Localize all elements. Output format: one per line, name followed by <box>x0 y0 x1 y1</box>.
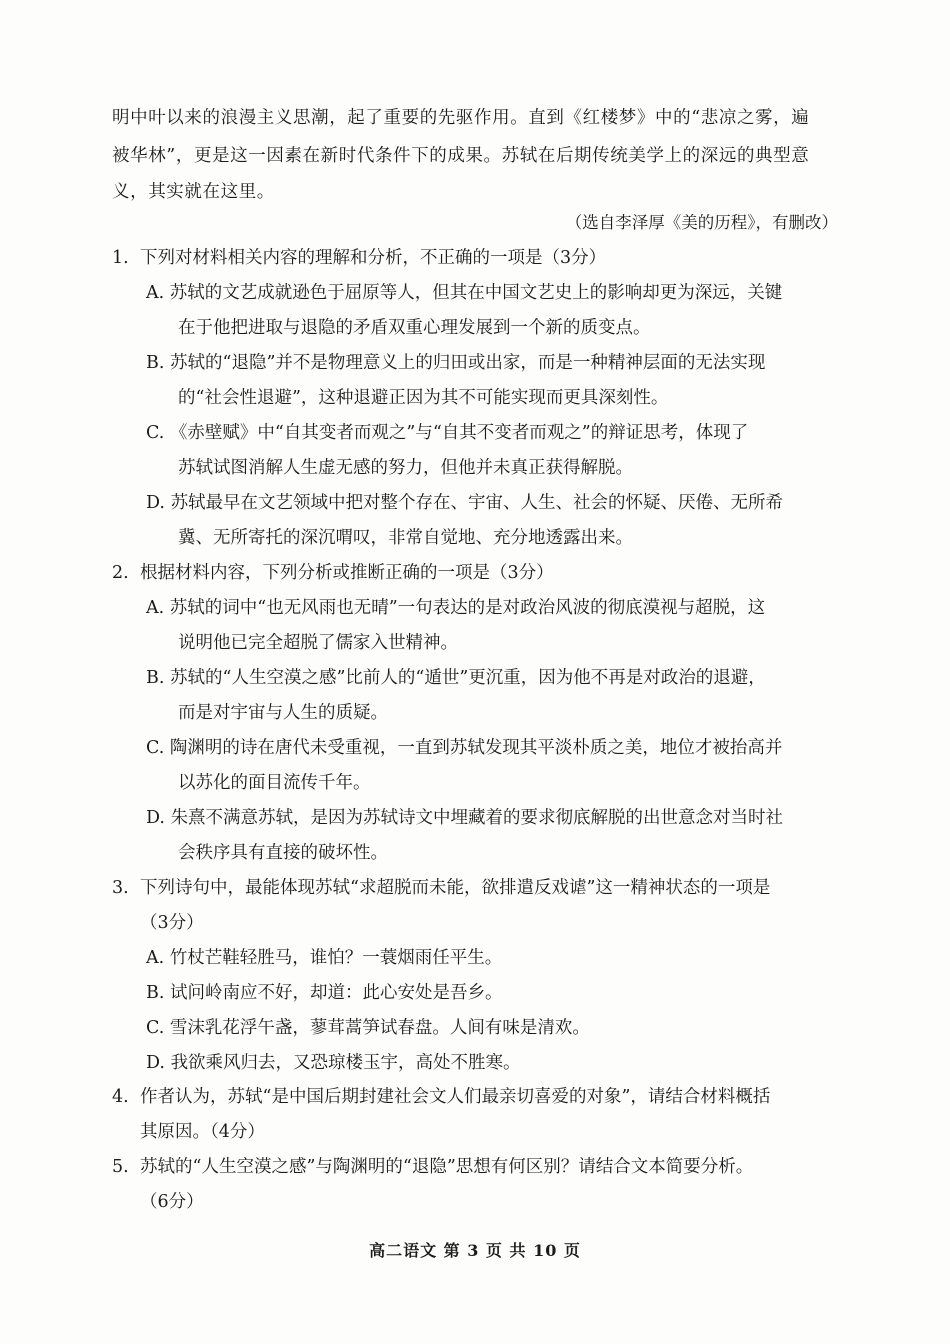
question-1-option-c: C. 《赤壁赋》中“自其变者而观之”与“自其不变者而观之”的辩证思考，体现了 <box>146 423 749 443</box>
question-1-option-b: B. 苏轼的“退隐”并不是物理意义上的归田或出家，而是一种精神层面的无法实现 <box>146 353 766 373</box>
question-number: 5. <box>112 1157 129 1177</box>
option-continuation: 在于他把进取与退隐的矛盾双重心理发展到一个新的质变点。 <box>178 318 651 338</box>
option-continuation: 而是对宇宙与人生的质疑。 <box>178 703 388 723</box>
question-4-stem: 4. 作者认为，苏轼“是中国后期封建社会文人们最亲切喜爱的对象”，请结合材料概括 <box>112 1087 771 1107</box>
option-continuation: 以苏化的面目流传千年。 <box>178 773 371 793</box>
option-continuation: 苏轼试图消解人生虚无感的努力，但他并未真正获得解脱。 <box>178 458 633 478</box>
stem-continuation: （6分） <box>140 1192 204 1212</box>
question-3-option-a: A. 竹杖芒鞋轻胜马，谁怕？一蓑烟雨任平生。 <box>146 948 503 968</box>
question-1-stem: 1. 下列对材料相关内容的理解和分析，不正确的一项是（3分） <box>112 248 607 268</box>
question-3-option-b: B. 试问岭南应不好，却道：此心安处是吾乡。 <box>146 983 503 1003</box>
question-2-option-b: B. 苏轼的“人生空漠之感”比前人的“遁世”更沉重，因为他不再是对政治的退避， <box>146 668 766 688</box>
question-number: 3. <box>112 878 129 898</box>
option-continuation: 冀、无所寄托的深沉喟叹，非常自觉地、充分地透露出来。 <box>178 528 633 548</box>
question-3-option-c: C. 雪沫乳花浮午盏，蓼茸蒿笋试春盘。人间有味是清欢。 <box>146 1018 590 1038</box>
question-2-option-c: C. 陶渊明的诗在唐代未受重视，一直到苏轼发现其平淡朴质之美，地位才被抬高并 <box>146 738 783 758</box>
question-2-option-d: D. 朱熹不满意苏轼，是因为苏轼诗文中埋藏着的要求彻底解脱的出世意念对当时社 <box>146 808 784 828</box>
question-3-stem: 3. 下列诗句中，最能体现苏轼“求超脱而未能，欲排遣反戏谑”这一精神状态的一项是 <box>112 878 771 898</box>
source-citation: （选自李泽厚《美的历程》，有删改） <box>565 213 838 232</box>
option-continuation: 说明他已完全超脱了儒家入世精神。 <box>178 633 458 653</box>
passage-line: 明中叶以来的浪漫主义思潮，起了重要的先驱作用。直到《红楼梦》中的“悲凉之雾，遍 <box>112 108 810 128</box>
passage-line: 义，其实就在这里。 <box>112 182 275 202</box>
question-number: 4. <box>112 1087 129 1107</box>
option-continuation: 会秩序具有直接的破坏性。 <box>178 843 388 863</box>
question-1-option-a: A. 苏轼的文艺成就逊色于屈原等人，但其在中国文艺史上的影响却更为深远，关键 <box>146 283 783 303</box>
question-number: 2. <box>112 563 129 583</box>
question-2-stem: 2. 根据材料内容，下列分析或推断正确的一项是（3分） <box>112 563 554 583</box>
passage-line: 被华林”，更是这一因素在新时代条件下的成果。苏轼在后期传统美学上的深远的典型意 <box>112 146 810 166</box>
question-2-option-a: A. 苏轼的词中“也无风雨也无晴”一句表达的是对政治风波的彻底漠视与超脱，这 <box>146 598 766 618</box>
stem-continuation: 其原因。（4分） <box>140 1122 265 1142</box>
stem-continuation: （3分） <box>140 913 204 933</box>
question-5-stem: 5. 苏轼的“人生空漠之感”与陶渊明的“退隐”思想有何区别？请结合文本简要分析。 <box>112 1157 754 1177</box>
question-number: 1. <box>112 248 129 268</box>
question-3-option-d: D. 我欲乘风归去，又恐琼楼玉宇，高处不胜寒。 <box>146 1053 521 1073</box>
option-continuation: 的“社会性退避”，这种退避正因为其不可能实现而更具深刻性。 <box>178 388 669 408</box>
page-footer: 高二语文 第 3 页 共 10 页 <box>369 1241 581 1260</box>
question-1-option-d: D. 苏轼最早在文艺领域中把对整个存在、宇宙、人生、社会的怀疑、厌倦、无所希 <box>146 493 784 513</box>
